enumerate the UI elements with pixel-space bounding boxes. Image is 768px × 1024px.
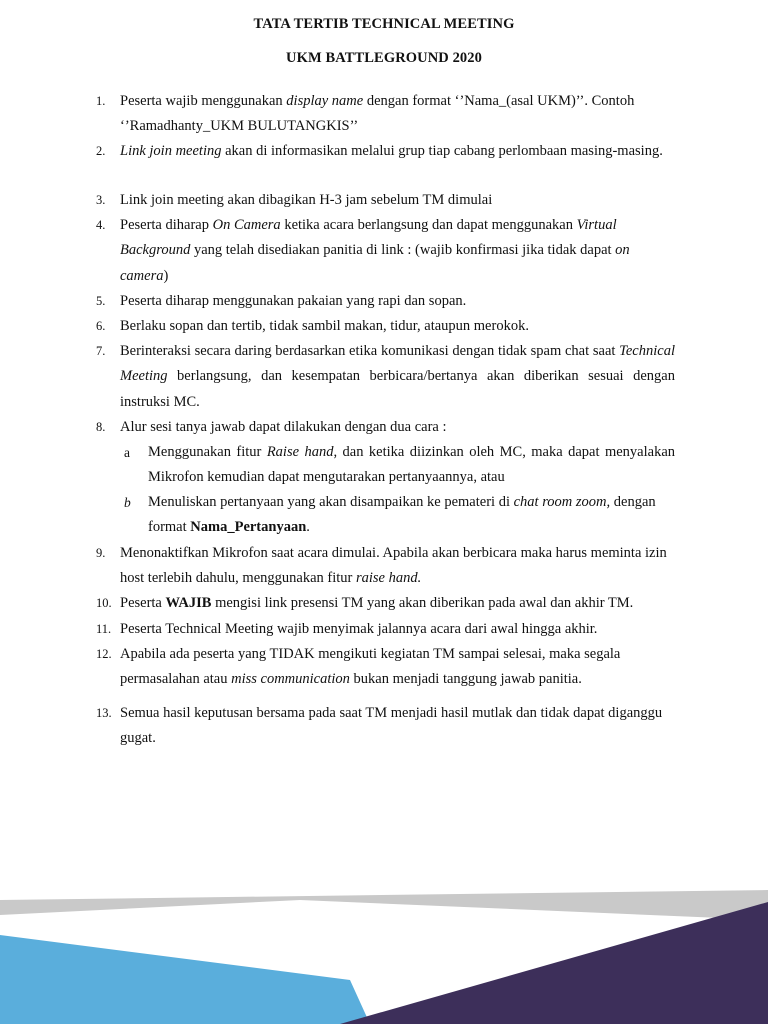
sub-list-item (124, 440, 676, 491)
text-run: on camera (120, 242, 630, 284)
list-item (96, 213, 675, 289)
text-run: ketika acara berlangsung dan dapat menggunakan (280, 217, 577, 233)
list-number: 12. (96, 647, 112, 661)
list-number: 2. (96, 144, 106, 158)
list-item (96, 314, 675, 339)
list-item (96, 591, 675, 616)
text-run: WAJIB (165, 595, 212, 611)
list-number: 10. (96, 596, 112, 610)
sub-list-letter: a (124, 445, 130, 460)
text-run: Link join meeting akan dibagikan H-3 jam sebelum TM dimulai (120, 192, 493, 208)
text-run: Alur sesi tanya jawab dapat dilakukan dengan dua cara : (120, 419, 447, 435)
text-run: Peserta diharap (120, 217, 213, 233)
list-item (96, 617, 675, 642)
text-run: miss communication (231, 671, 350, 688)
list-number: 1. (96, 94, 106, 108)
text-run: Apabila ada peserta yang TIDAK mengikuti kegiatan TM sampai selesai, maka segala permasalahan atau (120, 646, 621, 688)
sub-list-letter: b (124, 495, 131, 510)
text-run: raise hand. (355, 570, 422, 587)
list-number: 5. (96, 294, 106, 308)
list-number: 3. (96, 193, 106, 207)
text-run: akan di informasikan melalui grup tiap cabang perlombaan masing-masing. (221, 143, 663, 159)
text-run: display name (286, 93, 364, 109)
list-item (96, 642, 675, 693)
text-run: Menuliskan pertanyaan yang akan disampaikan ke pemateri di (148, 494, 514, 510)
list-number: 7. (96, 344, 106, 358)
list-item (96, 89, 675, 140)
document-subtitle: UKM BATTLEGROUND 2020 (286, 50, 482, 66)
text-run: Semua hasil keputusan bersama pada saat TM menjadi hasil mutlak dan tidak dapat diganggu gugat. (120, 705, 663, 747)
text-run: Nama_Pertanyaan (190, 519, 307, 536)
list-item (96, 139, 675, 164)
text-run: Peserta (120, 595, 166, 611)
text-run: Peserta diharap menggunakan pakaian yang rapi dan sopan. (120, 293, 467, 309)
text-run: dengan format (148, 494, 656, 536)
text-run: Berinteraksi secara daring berdasarkan etika komunikasi dengan tidak spam chat saat (120, 343, 620, 359)
text-run: chat room zoom, (513, 494, 611, 510)
text-run: mengisi link presensi TM yang akan diberikan pada awal dan akhir TM. (211, 595, 634, 611)
text-run: berlangsung, dan kesempatan berbicara/bertanya akan diberikan sesuai dengan instruksi MC. (120, 368, 675, 410)
text-run: Berlaku sopan dan tertib, tidak sambil makan, tidur, ataupun merokok. (120, 318, 529, 334)
list-item (96, 339, 675, 415)
list-number: 6. (96, 319, 106, 333)
text-run: Raise hand (266, 444, 334, 460)
list-number: 11. (96, 622, 112, 636)
text-run: Virtual Background (120, 217, 617, 259)
text-run: Menonaktifkan Mikrofon saat acara dimulai. Apabila akan berbicara maka harus meminta izin host terlebih dahulu, menggunakan fitur (120, 545, 667, 587)
text-run: yang telah disediakan panitia di link : (wajib konfirmasi jika tidak dapat (190, 242, 616, 259)
text-run: Link join meeting (120, 143, 222, 159)
text-run: On Camera (212, 217, 281, 233)
footer-decoration (0, 860, 768, 1024)
list-number: 13. (96, 706, 112, 720)
list-item (96, 415, 675, 440)
text-run: . (306, 519, 310, 536)
document-title: TATA TERTIB TECHNICAL MEETING (253, 16, 515, 32)
text-run: dengan format ‘’Nama_(asal UKM)’’. Contoh ‘’Ramadhanty_UKM BULUTANGKIS’’ (120, 93, 635, 135)
list-item (96, 701, 675, 752)
text-run: Menggunakan fitur (148, 444, 267, 460)
text-run: , dan ketika diizinkan oleh MC, maka dapat menyalakan Mikrofon kemudian dapat mengutarakan pertanyaannya, atau (148, 444, 676, 486)
text-run: Technical Meeting (120, 343, 675, 385)
list-item (96, 541, 675, 592)
text-run: Peserta Technical Meeting wajib menyimak jalannya acara dari awal hingga akhir. (120, 621, 598, 637)
list-item (96, 188, 675, 213)
list-number: 4. (96, 218, 106, 232)
list-number: 8. (96, 420, 106, 434)
text-run: bukan menjadi tanggung jawab panitia. (349, 671, 582, 688)
text-run: Peserta wajib menggunakan (120, 93, 287, 109)
list-item (96, 289, 675, 314)
list-number: 9. (96, 546, 106, 560)
text-run: ) (163, 267, 169, 284)
sub-list-item (124, 490, 675, 541)
